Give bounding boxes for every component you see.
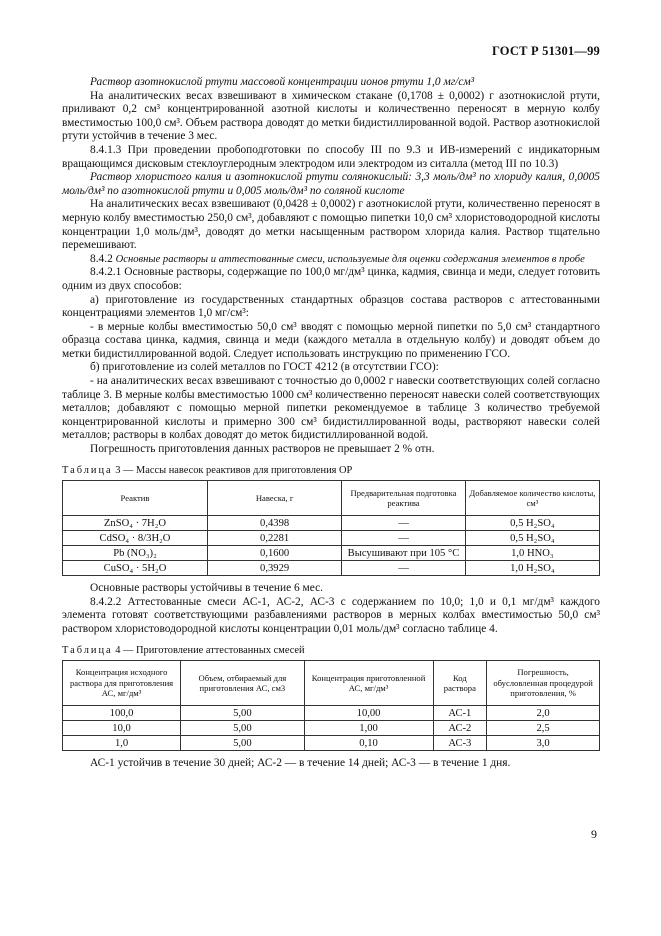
table-header-cell: Код раствора: [433, 661, 487, 706]
paragraph: На аналитических весах взвешивают в химическом стакане (0,1708 ± 0,0002) г азотнокислой ртути, приливают 0,2 см³ концентрированной азотной кислоты и количественно переносят в мерную колбу вместимостью 100,0 см³. Объем раствора доводят до метки бидистиллированной водой. Раствор азотнокислой ртути устойчив в течение 3 мес.: [62, 89, 600, 143]
table-cell: CdSO₄ · 8/3H₂O: [63, 531, 208, 546]
table-word: Таблица: [62, 644, 113, 656]
table-word: Таблица: [62, 464, 113, 476]
table-cell: ZnSO₄ · 7H₂O: [63, 516, 208, 531]
table-row: [63, 561, 600, 576]
table4: [62, 660, 600, 751]
table-cell: 0,2281: [207, 531, 341, 546]
table-cell: 2,5: [487, 721, 600, 736]
table-cell: 0,4398: [207, 516, 341, 531]
section-number: 8.4.2: [90, 252, 113, 265]
section-subtitle-kcl-solution: Раствор хлористого калия и азотнокислой ртути солянокислый: 3,3 моль/дм³ по хлориду калия, 0,0005 моль/дм³ по азотнокислой ртути и 0,005 моль/дм³ по соляной кислоте: [62, 171, 600, 197]
table-header-row: [63, 661, 600, 706]
paragraph: Основные растворы устойчивы в течение 6 мес.: [90, 582, 324, 595]
caption-text: 3 — Массы навесок реактивов для приготовления ОР: [112, 464, 353, 476]
paragraph: 8.4.2.2 Аттестованные смеси АС-1, АС-2, АС-3 с содержанием по 10,0; 1,0 и 0,1 мг/дм³ каждого элемента готовят соответствующими разбавлениями растворов в мерных колбах вместимостью 50,0 см³ раствором хлористоводородной кислоты концентрации 0,01 моль/дм³ согласно таблице 4.: [62, 595, 600, 635]
table-row: [63, 736, 600, 751]
table-header-cell: Объем, отбираемый для приготовления АС, см3: [181, 661, 305, 706]
table-row: [63, 706, 600, 721]
section-subtitle-mercury-nitrate: Раствор азотнокислой ртути массовой концентрации ионов ртути 1,0 мг/см³: [90, 76, 475, 88]
table-cell: АС-1: [433, 706, 487, 721]
table-header-cell: Концентрация исходного раствора для приготовления АС, мг/дм³: [63, 661, 181, 706]
table-header-cell: Добавляемое количество кислоты, см³: [465, 481, 599, 516]
section-title: Основные растворы и аттестованные смеси, используемые для оценки содержания элементов в пробе: [115, 253, 585, 265]
closing-paragraph: АС-1 устойчив в течение 30 дней; АС-2 — в течение 14 дней; АС-3 — в течение 1 дня.: [90, 757, 511, 770]
table-row: [63, 516, 600, 531]
table-header-cell: Навеска, г: [207, 481, 341, 516]
table-cell: 2,0: [487, 706, 600, 721]
page-number: 9: [591, 827, 597, 841]
table3: [62, 480, 600, 576]
table-cell: Pb (NO₃)₂: [63, 546, 208, 561]
paragraph: б) приготовление из солей металлов по ГОСТ 4212 (в отсутствии ГСО):: [90, 361, 439, 374]
paragraph: На аналитических весах взвешивают (0,0428 ± 0,0002) г азотнокислой ртути, количественно переносят в мерную колбу вместимостью 250,0 см³, добавляют с помощью пипетки 10,0 см³ хлористоводородной кислоты концентрации 1,0 моль/дм³, доводят до метки насыщенным раствором хлорида калия. Раствор тщательно перемешивают.: [62, 198, 600, 252]
table-row: [63, 546, 600, 561]
table-cell: 0,1600: [207, 546, 341, 561]
paragraph: Погрешность приготовления данных растворов не превышает 2 % отн.: [90, 443, 435, 456]
table-cell: 5,00: [181, 721, 305, 736]
paragraph: а) приготовление из государственных стандартных образцов состава растворов с аттестованными концентрациями элементов 1,0 мг/см³:: [62, 293, 600, 320]
table-header-cell: Реактив: [63, 481, 208, 516]
table-row: [63, 531, 600, 546]
section-heading-8-4-2: [62, 253, 600, 267]
table-cell: 0,3929: [207, 561, 341, 576]
paragraph: 8.4.2.1 Основные растворы, содержащие по 100,0 мг/дм³ цинка, кадмия, свинца и меди, следует готовить одним из двух способов:: [62, 266, 600, 292]
table-cell: 10,00: [304, 706, 433, 721]
table-cell: 0,5 H₂SO₄: [465, 516, 599, 531]
table-header-row: [63, 481, 600, 516]
table-cell: 0,5 H₂SO₄: [465, 531, 599, 546]
table-row: [63, 721, 600, 736]
table-cell: —: [342, 531, 466, 546]
table-header-cell: Погрешность, обусловленная процедурой приготовления, %: [487, 661, 600, 706]
table3-caption: [62, 464, 600, 478]
table-cell: —: [342, 516, 466, 531]
table-header-cell: Предварительная подготовка реактива: [342, 481, 466, 516]
caption-text: 4 — Приготовление аттестованных смесей: [112, 644, 305, 656]
table4-caption: [62, 644, 600, 658]
table-cell: Высушивают при 105 °С: [342, 546, 466, 561]
table-cell: АС-3: [433, 736, 487, 751]
document-header: ГОСТ Р 51301—99: [491, 44, 600, 58]
document-body: [62, 76, 600, 771]
table-cell: —: [342, 561, 466, 576]
table-cell: 10,0: [63, 721, 181, 736]
table-cell: 0,10: [304, 736, 433, 751]
paragraph: 8.4.1.3 При проведении пробоподготовки по способу III по 9.3 и ИВ-измерений с индикаторным вращающимся дисковым стеклоуглеродным электродом или электродом из ситалла (метод III по 10.3): [62, 143, 600, 170]
table-header-cell: Концентрация приготовленной АС, мг/дм³: [304, 661, 433, 706]
table-cell: 3,0: [487, 736, 600, 751]
table-cell: 1,00: [304, 721, 433, 736]
table-cell: 1,0: [63, 736, 181, 751]
table-cell: 100,0: [63, 706, 181, 721]
table-cell: 5,00: [181, 736, 305, 751]
table-cell: 1,0 HNO₃: [465, 546, 599, 561]
table-cell: 1,0 H₂SO₄: [465, 561, 599, 576]
table-cell: 5,00: [181, 706, 305, 721]
table-cell: АС-2: [433, 721, 487, 736]
paragraph: - в мерные колбы вместимостью 50,0 см³ вводят с помощью мерной пипетки по 5,0 см³ стандартного образца состава цинка, кадмия, свинца и меди (каждого металла в отдельную колбу) и доводят объем до метки бидистиллированной водой. Следует использовать инструкцию по применению ГСО.: [62, 320, 600, 360]
paragraph: - на аналитических весах взвешивают с точностью до 0,0002 г навески соответствующих солей согласно таблице 3. В мерные колбы вместимостью 1000 см³ количественно переносят навески солей соответствующих металлов; добавляют с помощью мерной пипетки рекомендуемое в таблице 3 количество требуемой концентрированной кислоты и примерно 300 см³ бидистиллированной воды, растворяют навески солей металлов; растворы в колбах доводят до меток бидистиллированной водой.: [62, 375, 600, 442]
table-cell: CuSO₄ · 5H₂O: [63, 561, 208, 576]
